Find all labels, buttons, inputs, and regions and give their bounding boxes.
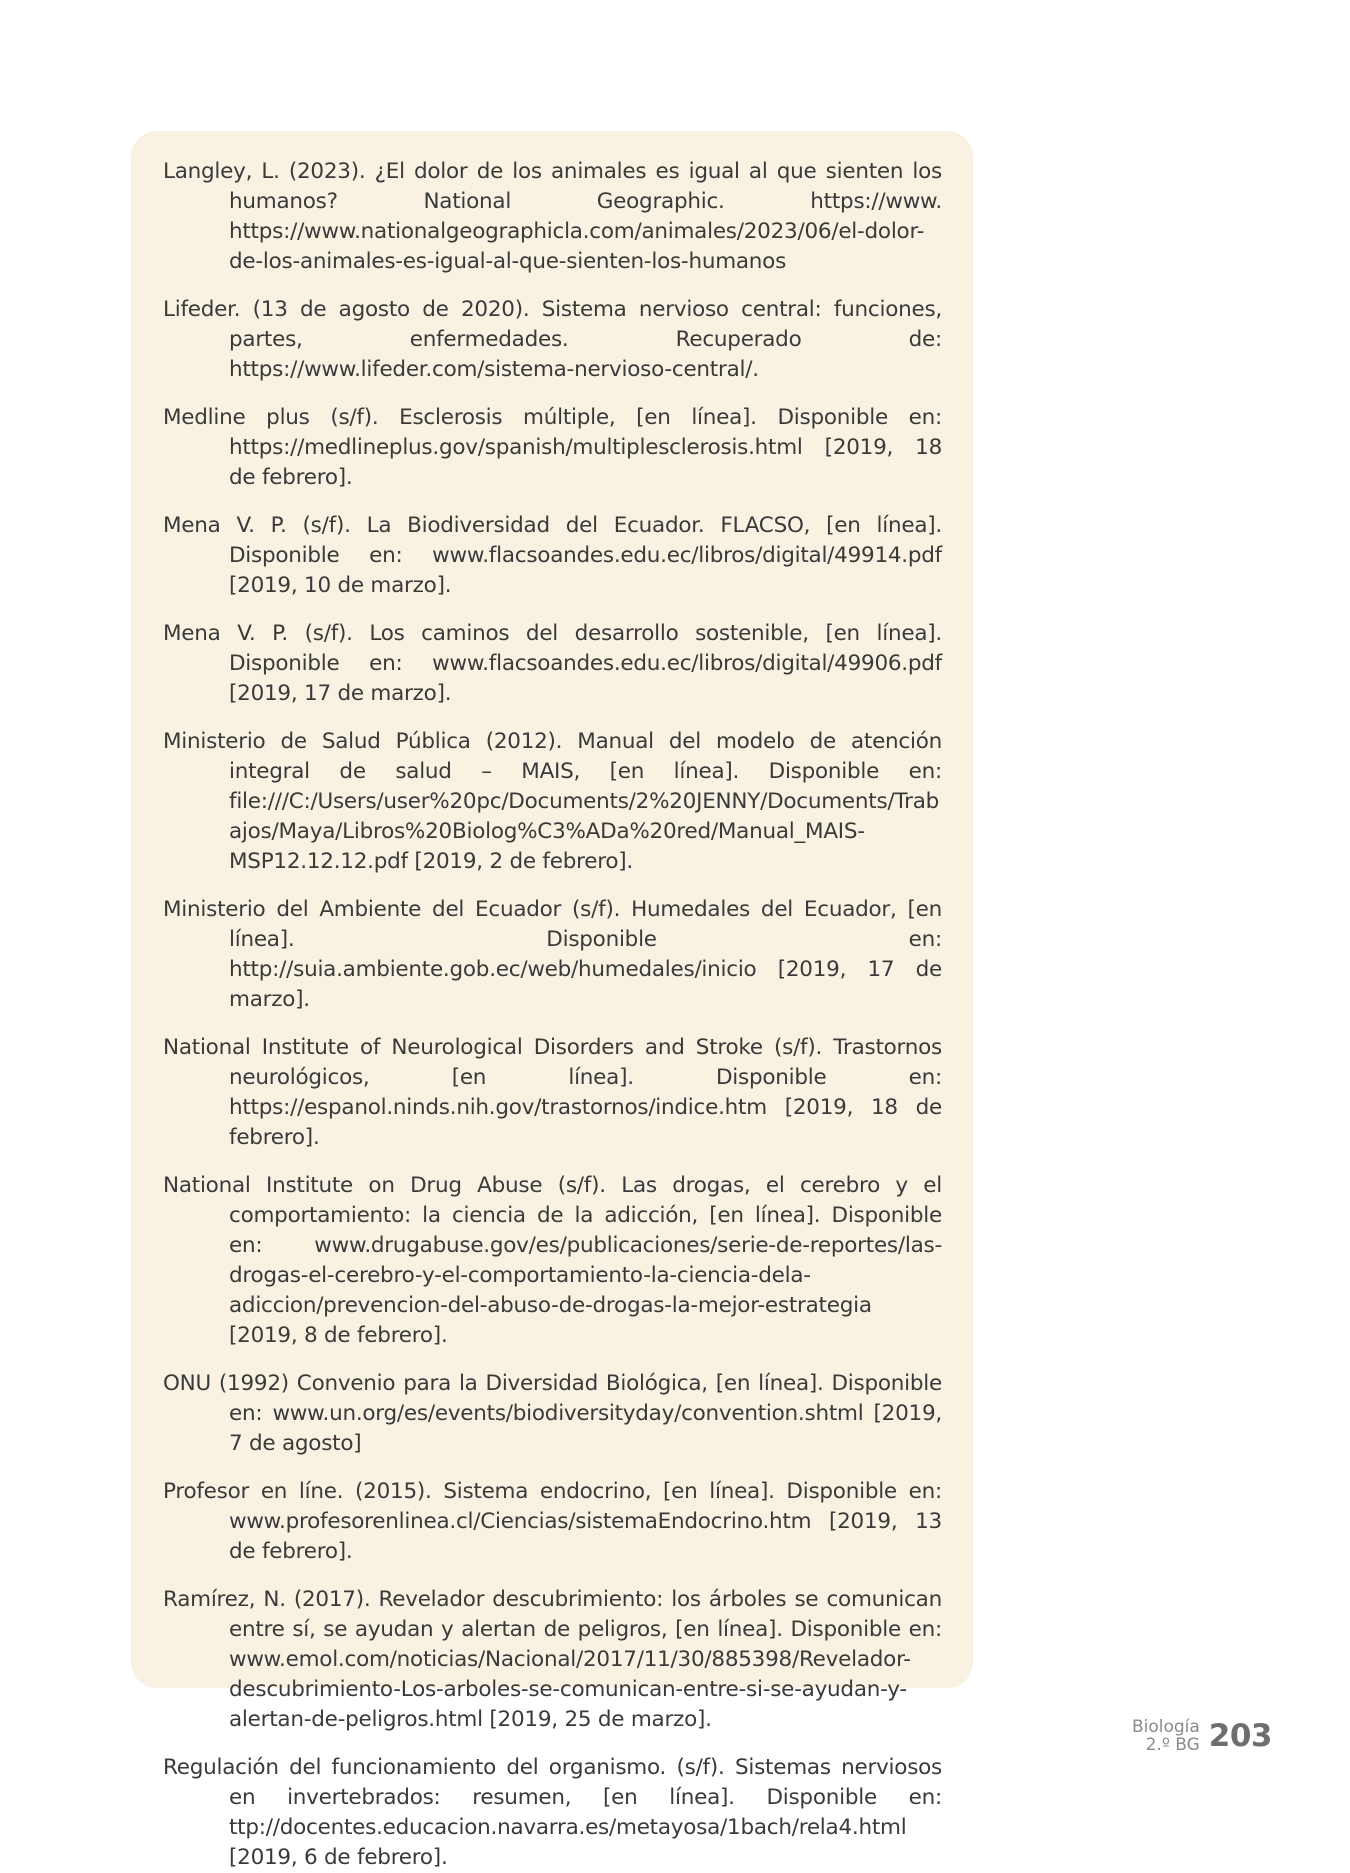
reference-entry: Ramírez, N. (2017). Revelador descubrimiento: los árboles se comunican entre sí, se ayudan y alertan de peligros, [en línea]. Disponible en: www.emol.com/noticias/Nacional/2017/11/30/885398/Revelador-descubrimiento-Los-arboles-se-comunican-entre-si-se-ayudan-y-alertan-de-peligros.html [2019, 25 de marzo]. bbox=[163, 1587, 942, 1732]
footer-subject-block bbox=[1132, 1718, 1200, 1754]
reference-entry: Medline plus (s/f). Esclerosis múltiple, [en línea]. Disponible en: https://medlineplus.gov/spanish/multiplesclerosis.html [2019, 18 de febrero]. bbox=[163, 405, 942, 490]
reference-entry: ONU (1992) Convenio para la Diversidad Biológica, [en línea]. Disponible en: www.un.org/es/events/biodiversityday/convention.shtml [2019, 7 de agosto] bbox=[163, 1371, 942, 1456]
reference-entry: Lifeder. (13 de agosto de 2020). Sistema nervioso central: funciones, partes, enfermedades. Recuperado de: https://www.lifeder.com/sistema-nervioso-central/. bbox=[163, 297, 942, 382]
reference-entry: Ministerio del Ambiente del Ecuador (s/f). Humedales del Ecuador, [en línea]. Disponible en: http://suia.ambiente.gob.ec/web/humedales/inicio [2019, 17 de marzo]. bbox=[163, 897, 942, 1012]
reference-entry: Langley, L. (2023). ¿El dolor de los animales es igual al que sienten los humanos? National Geographic. https://www. https://www.nationalgeographicla.com/animales/2023/06/el-dolor-de-los-animales-es-igual-al-que-sienten-los-humanos bbox=[163, 159, 942, 274]
reference-entry: Ministerio de Salud Pública (2012). Manual del modelo de atención integral de salud – MAIS, [en línea]. Disponible en: file:///C:/Users/user%20pc/Documents/2%20JENNY/Documents/Trabajos/Maya/Libros%20Biolog%C3%ADa%20red/Manual_MAIS-MSP12.12.12.pdf [2019, 2 de febrero]. bbox=[163, 729, 942, 874]
references-box bbox=[131, 131, 973, 1870]
footer-subject: Biología bbox=[1131, 1717, 1200, 1737]
reference-entry: National Institute of Neurological Disorders and Stroke (s/f). Trastornos neurológicos, [en línea]. Disponible en: https://espanol.ninds.nih.gov/trastornos/indice.htm [2019, 18 de febrero]. bbox=[163, 1035, 942, 1150]
reference-entry: National Institute on Drug Abuse (s/f). Las drogas, el cerebro y el comportamiento: la ciencia de la adicción, [en línea]. Disponible en: www.drugabuse.gov/es/publicaciones/serie-de-reportes/las-drogas-el-cerebro-y-el-comportamiento-la-ciencia-dela-adiccion/prevencion-del-abuso-de-drogas-la-mejor-estrategia [2019, 8 de febrero]. bbox=[163, 1173, 942, 1348]
reference-entry: Regulación del funcionamiento del organismo. (s/f). Sistemas nerviosos en invertebrados: resumen, [en línea]. Disponible en: ttp://docentes.educacion.navarra.es/metayosa/1bach/rela4.html [2019, 6 de febrero]. bbox=[163, 1755, 942, 1870]
reference-entry: Mena V. P. (s/f). Los caminos del desarrollo sostenible, [en línea]. Disponible en: www.flacsoandes.edu.ec/libros/digital/49906.pdf [2019, 17 de marzo]. bbox=[163, 621, 942, 706]
page-footer bbox=[1132, 1718, 1272, 1754]
reference-entry: Mena V. P. (s/f). La Biodiversidad del Ecuador. FLACSO, [en línea]. Disponible en: www.flacsoandes.edu.ec/libros/digital/49914.pdf [2019, 10 de marzo]. bbox=[163, 513, 942, 598]
page-number: 203 bbox=[1208, 1718, 1272, 1754]
reference-entry: Profesor en líne. (2015). Sistema endocrino, [en línea]. Disponible en: www.profesorenlinea.cl/Ciencias/sistemaEndocrino.htm [2019, 13 de febrero]. bbox=[163, 1479, 942, 1564]
footer-grade: 2.º BG bbox=[1145, 1735, 1200, 1755]
